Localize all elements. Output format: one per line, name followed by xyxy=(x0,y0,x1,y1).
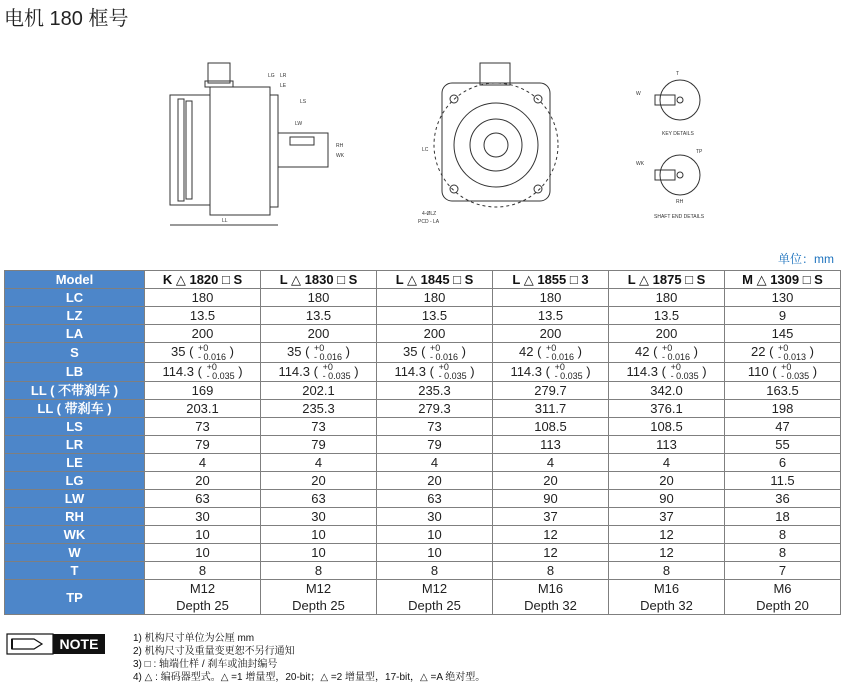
table-row xyxy=(5,362,841,382)
table-cell: 200 xyxy=(493,325,609,343)
row-label: LL ( 带刹车 ) xyxy=(5,400,145,418)
table-cell: 180 xyxy=(145,289,261,307)
note-label: NOTE xyxy=(59,636,99,652)
table-cell: 9 xyxy=(725,307,841,325)
table-cell xyxy=(261,580,377,615)
table-cell: 30 xyxy=(145,508,261,526)
table-cell: 180 xyxy=(377,289,493,307)
table-cell: 200 xyxy=(609,325,725,343)
tolerance-upper: +0 xyxy=(314,342,325,353)
shaft-end-caption: SHAFT END DETAILS xyxy=(654,214,705,220)
table-cell: 202.1 xyxy=(261,382,377,400)
table-cell: 20 xyxy=(145,472,261,490)
table-cell: 8 xyxy=(493,562,609,580)
dim-rh-side: RH xyxy=(336,143,344,149)
table-cell: 42 ( +0 - 0.016 ) xyxy=(609,343,725,363)
table-row xyxy=(5,343,841,363)
dim-ls: LS xyxy=(300,99,307,105)
unit-label: 单位：mm xyxy=(778,252,834,266)
table-row xyxy=(5,580,841,615)
table-cell: 10 xyxy=(261,544,377,562)
thread-depth: Depth 25 xyxy=(408,598,461,614)
table-cell: 203.1 xyxy=(145,400,261,418)
tolerance-upper: +0 xyxy=(662,342,673,353)
tolerance-base: 114.3 xyxy=(278,363,311,379)
table-cell: 20 xyxy=(377,472,493,490)
table-cell: 55 xyxy=(725,436,841,454)
row-label: TP xyxy=(5,580,145,615)
tolerance-lower: - 0.035 xyxy=(781,371,810,382)
dim-pcd: PCD - LA xyxy=(418,219,440,225)
thread-depth: Depth 32 xyxy=(524,598,577,614)
thread-size: M16 xyxy=(537,581,564,597)
table-cell: 11.5 xyxy=(725,472,841,490)
dim-lc: LC xyxy=(422,147,429,153)
dimension-table xyxy=(4,270,841,615)
table-cell: 18 xyxy=(725,508,841,526)
table-cell: 235.3 xyxy=(261,400,377,418)
tolerance-lower: - 0.016 xyxy=(430,351,459,362)
tolerance-upper: +0 xyxy=(778,342,789,353)
row-label: WK xyxy=(5,526,145,544)
model-header: L △ 1830 □ S xyxy=(261,271,377,289)
thread-size: M6 xyxy=(773,581,792,597)
key-detail-drawing xyxy=(655,80,700,120)
table-cell: 37 xyxy=(609,508,725,526)
table-row xyxy=(5,418,841,436)
dim-t: T xyxy=(676,71,680,77)
table-cell: 279.7 xyxy=(493,382,609,400)
dim-le: LE xyxy=(280,83,287,89)
table-row xyxy=(5,382,841,400)
table-row xyxy=(5,526,841,544)
tolerance-base: 114.3 xyxy=(510,363,543,379)
tolerance-base: 35 xyxy=(170,344,186,359)
table-cell: 114.3 ( +0 - 0.035 ) xyxy=(377,362,493,382)
table-cell: 180 xyxy=(493,289,609,307)
tolerance-base: 35 xyxy=(402,344,418,359)
tolerance-upper: +0 xyxy=(781,362,792,373)
tolerance-base: 114.3 xyxy=(162,363,195,379)
dim-holes: 4-ØLZ xyxy=(422,211,437,217)
table-cell: 10 xyxy=(377,544,493,562)
table-cell: 10 xyxy=(377,526,493,544)
table-cell: 180 xyxy=(609,289,725,307)
table-cell: 200 xyxy=(261,325,377,343)
row-label: LR xyxy=(5,436,145,454)
table-row xyxy=(5,454,841,472)
note-arrow-icon xyxy=(7,634,53,654)
table-cell: 110 ( +0 - 0.035 ) xyxy=(725,362,841,382)
dim-lg: LG xyxy=(268,73,275,79)
table-cell: 42 ( +0 - 0.016 ) xyxy=(493,343,609,363)
model-header: K △ 1820 □ S xyxy=(145,271,261,289)
tolerance-lower: - 0.035 xyxy=(670,371,699,382)
table-cell: 7 xyxy=(725,562,841,580)
table-cell: 8 xyxy=(377,562,493,580)
dim-tp: TP xyxy=(696,149,703,155)
table-cell xyxy=(145,580,261,615)
table-cell: 63 xyxy=(377,490,493,508)
table-cell: 235.3 xyxy=(377,382,493,400)
table-cell: 279.3 xyxy=(377,400,493,418)
tolerance-base: 35 xyxy=(286,344,302,359)
table-row xyxy=(5,508,841,526)
table-cell: 90 xyxy=(609,490,725,508)
table-header-model: Model xyxy=(5,271,145,289)
table-cell: 113 xyxy=(609,436,725,454)
tolerance-upper: +0 xyxy=(554,362,565,373)
tolerance-base: 22 xyxy=(750,344,766,359)
row-label: LL ( 不带刹车 ) xyxy=(5,382,145,400)
tolerance-upper: +0 xyxy=(546,342,557,353)
tolerance-lower: - 0.035 xyxy=(554,371,583,382)
tolerance-lower: - 0.013 xyxy=(778,351,807,362)
row-label: LS xyxy=(5,418,145,436)
tolerance-base: 114.3 xyxy=(626,363,659,379)
side-view-drawing xyxy=(170,63,328,225)
table-cell: 35 ( +0 - 0.016 ) xyxy=(145,343,261,363)
table-cell: 376.1 xyxy=(609,400,725,418)
table-cell: 36 xyxy=(725,490,841,508)
model-header: L △ 1875 □ S xyxy=(609,271,725,289)
table-cell: 37 xyxy=(493,508,609,526)
tolerance-lower: - 0.035 xyxy=(322,371,351,382)
tolerance-base: 114.3 xyxy=(394,363,427,379)
table-cell: 342.0 xyxy=(609,382,725,400)
table-cell: 4 xyxy=(377,454,493,472)
thread-depth: Depth 20 xyxy=(756,598,809,614)
table-cell: 79 xyxy=(145,436,261,454)
table-cell: 169 xyxy=(145,382,261,400)
table-cell: 73 xyxy=(261,418,377,436)
table-cell: 114.3 ( +0 - 0.035 ) xyxy=(261,362,377,382)
dim-rh: RH xyxy=(676,199,684,205)
table-cell: 198 xyxy=(725,400,841,418)
tolerance-lower: - 0.016 xyxy=(662,351,691,362)
table-cell: 163.5 xyxy=(725,382,841,400)
table-row xyxy=(5,400,841,418)
row-label: LE xyxy=(5,454,145,472)
table-cell: 13.5 xyxy=(377,307,493,325)
table-cell: 30 xyxy=(377,508,493,526)
dim-w: W xyxy=(636,91,641,97)
note-item: 3) □ : 轴端仕样 / 刹车或油封编号 xyxy=(133,659,278,670)
table-cell: 8 xyxy=(725,544,841,562)
table-cell: 108.5 xyxy=(493,418,609,436)
table-row xyxy=(5,544,841,562)
table-cell: 10 xyxy=(145,526,261,544)
table-cell: 12 xyxy=(493,544,609,562)
table-cell xyxy=(609,580,725,615)
thread-size: M16 xyxy=(653,581,680,597)
table-cell: 114.3 ( +0 - 0.035 ) xyxy=(493,362,609,382)
table-cell: 4 xyxy=(145,454,261,472)
tolerance-lower: - 0.035 xyxy=(438,371,467,382)
row-label: LZ xyxy=(5,307,145,325)
table-cell: 8 xyxy=(261,562,377,580)
tolerance-upper: +0 xyxy=(198,342,209,353)
table-cell xyxy=(493,580,609,615)
tolerance-upper: +0 xyxy=(670,362,681,373)
table-cell: 90 xyxy=(493,490,609,508)
table-cell: 8 xyxy=(725,526,841,544)
table-cell: 180 xyxy=(261,289,377,307)
table-cell: 4 xyxy=(261,454,377,472)
table-cell: 200 xyxy=(145,325,261,343)
note-item: 1) 机构尺寸单位为公厘 mm xyxy=(133,633,255,644)
table-cell: 200 xyxy=(377,325,493,343)
table-cell: 12 xyxy=(609,526,725,544)
table-cell: 130 xyxy=(725,289,841,307)
tolerance-upper: +0 xyxy=(322,362,333,373)
front-view-drawing xyxy=(434,63,558,207)
tolerance-upper: +0 xyxy=(430,342,441,353)
table-cell: 79 xyxy=(377,436,493,454)
table-cell: 311.7 xyxy=(493,400,609,418)
thread-size: M12 xyxy=(305,581,332,597)
table-row xyxy=(5,490,841,508)
dim-ll: LL xyxy=(222,218,228,224)
table-cell: 10 xyxy=(261,526,377,544)
table-cell: 114.3 ( +0 - 0.035 ) xyxy=(145,362,261,382)
note-item: 4) △ : 编码器型式。△ =1 增量型，20-bit；△ =2 增量型，17-bit，△ =A 绝对型。 xyxy=(133,672,486,683)
table-cell: 73 xyxy=(145,418,261,436)
table-cell: 6 xyxy=(725,454,841,472)
tolerance-lower: - 0.016 xyxy=(314,351,343,362)
table-cell: 30 xyxy=(261,508,377,526)
thread-size: M12 xyxy=(421,581,448,597)
table-cell: 4 xyxy=(493,454,609,472)
row-label: W xyxy=(5,544,145,562)
table-cell: 47 xyxy=(725,418,841,436)
table-cell: 10 xyxy=(145,544,261,562)
table-cell: 73 xyxy=(377,418,493,436)
table-cell: 79 xyxy=(261,436,377,454)
tolerance-base: 110 xyxy=(747,363,769,379)
table-cell: 4 xyxy=(609,454,725,472)
table-cell: 108.5 xyxy=(609,418,725,436)
model-header: M △ 1309 □ S xyxy=(725,271,841,289)
table-cell: 8 xyxy=(609,562,725,580)
dim-lr: LR xyxy=(280,73,287,79)
table-cell: 12 xyxy=(493,526,609,544)
tolerance-upper: +0 xyxy=(438,362,449,373)
table-cell: 12 xyxy=(609,544,725,562)
note-item: 2) 机构尺寸及重量变更恕不另行通知 xyxy=(133,646,295,657)
thread-size: M12 xyxy=(189,581,216,597)
table-cell: 22 ( +0 - 0.013 ) xyxy=(725,343,841,363)
table-row xyxy=(5,562,841,580)
table-row xyxy=(5,472,841,490)
row-label: RH xyxy=(5,508,145,526)
tolerance-lower: - 0.016 xyxy=(198,351,227,362)
row-label: LG xyxy=(5,472,145,490)
thread-depth: Depth 32 xyxy=(640,598,693,614)
thread-depth: Depth 25 xyxy=(292,598,345,614)
key-details-caption: KEY DETAILS xyxy=(662,131,694,137)
dim-wk: WK xyxy=(636,161,645,167)
row-label: S xyxy=(5,343,145,363)
table-cell xyxy=(725,580,841,615)
row-label: LW xyxy=(5,490,145,508)
table-row xyxy=(5,436,841,454)
tolerance-lower: - 0.035 xyxy=(206,371,235,382)
table-cell xyxy=(377,580,493,615)
table-cell: 145 xyxy=(725,325,841,343)
table-cell: 13.5 xyxy=(145,307,261,325)
note-badge xyxy=(6,633,106,655)
row-label: T xyxy=(5,562,145,580)
tolerance-base: 42 xyxy=(634,344,650,359)
table-cell: 63 xyxy=(261,490,377,508)
table-cell: 20 xyxy=(261,472,377,490)
tolerance-lower: - 0.016 xyxy=(546,351,575,362)
table-cell: 35 ( +0 - 0.016 ) xyxy=(261,343,377,363)
dim-lw: LW xyxy=(295,121,303,127)
shaft-end-drawing xyxy=(655,155,700,195)
table-cell: 63 xyxy=(145,490,261,508)
row-label: LC xyxy=(5,289,145,307)
tolerance-base: 42 xyxy=(518,344,534,359)
table-cell: 113 xyxy=(493,436,609,454)
model-header: L △ 1845 □ S xyxy=(377,271,493,289)
table-cell: 20 xyxy=(493,472,609,490)
table-row xyxy=(5,325,841,343)
table-cell: 20 xyxy=(609,472,725,490)
table-cell: 35 ( +0 - 0.016 ) xyxy=(377,343,493,363)
table-cell: 114.3 ( +0 - 0.035 ) xyxy=(609,362,725,382)
table-cell: 13.5 xyxy=(261,307,377,325)
table-cell: 13.5 xyxy=(493,307,609,325)
page-title: 电机 180 框号 xyxy=(4,8,129,30)
table-row xyxy=(5,289,841,307)
model-header: L △ 1855 □ 3 xyxy=(493,271,609,289)
row-label: LA xyxy=(5,325,145,343)
tolerance-upper: +0 xyxy=(206,362,217,373)
table-cell: 13.5 xyxy=(609,307,725,325)
row-label: LB xyxy=(5,362,145,382)
motor-dimension-drawings xyxy=(150,55,730,235)
table-row xyxy=(5,307,841,325)
table-cell: 8 xyxy=(145,562,261,580)
thread-depth: Depth 25 xyxy=(176,598,229,614)
dim-wk-side: WK xyxy=(336,153,345,159)
notes-list xyxy=(133,632,485,684)
